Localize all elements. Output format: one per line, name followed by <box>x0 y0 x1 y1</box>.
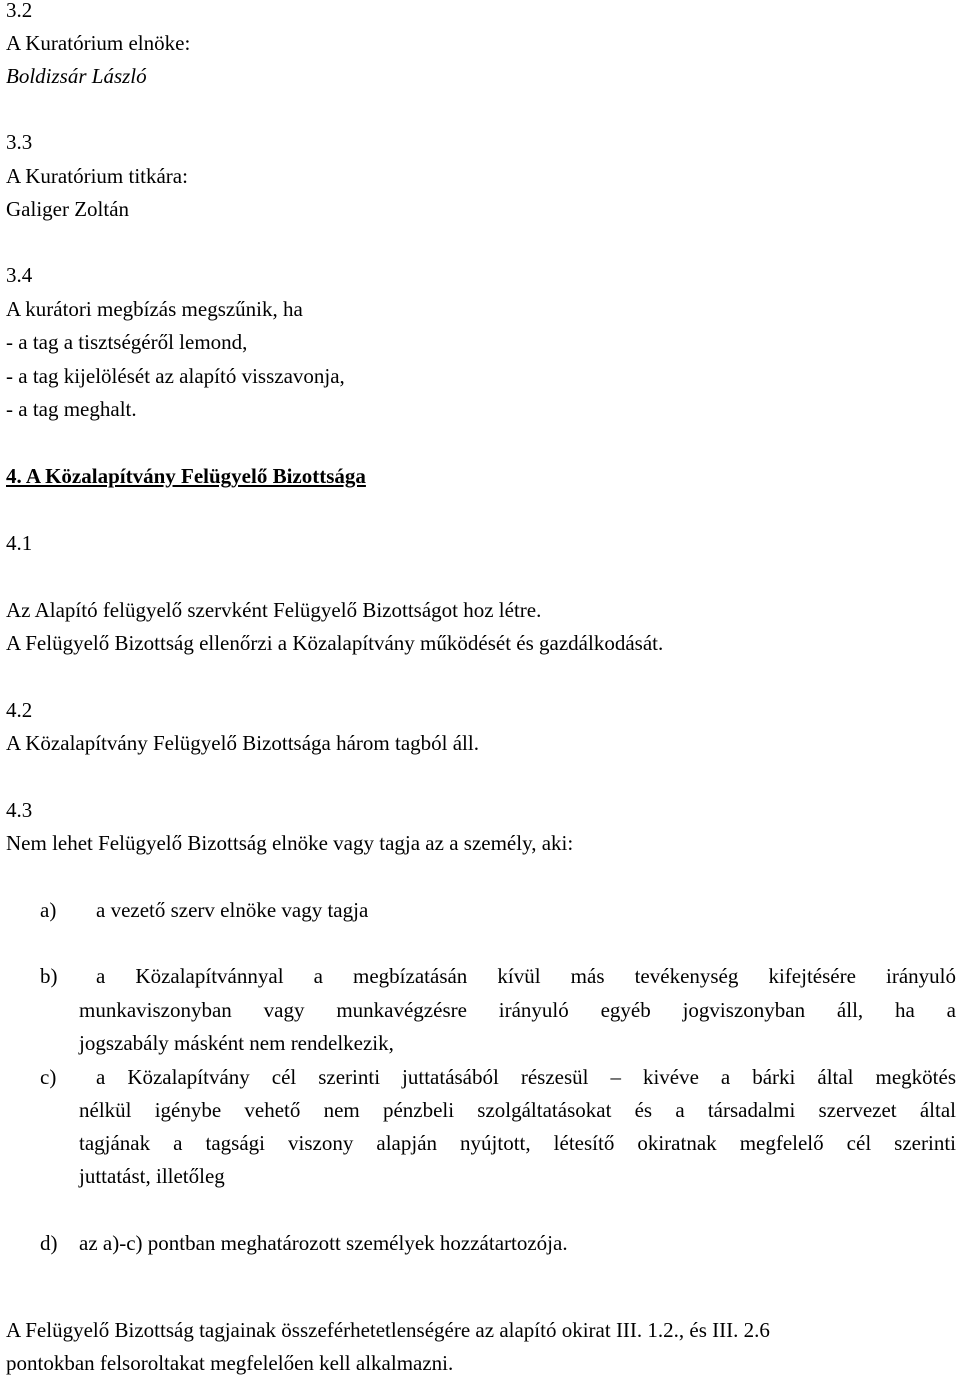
termination-intro: A kurátori megbízás megszűnik, ha <box>6 297 303 321</box>
section-number-4-3: 4.3 <box>6 798 33 822</box>
termination-item: - a tag a tisztségéről lemond, <box>6 330 248 354</box>
list-item-c-text: a Közalapítvány cél szerinti juttatásából részesül – kivéve a bárki által megkötés <box>96 1065 956 1089</box>
paragraph-line: A Közalapítvány Felügyelő Bizottsága három tagból áll. <box>6 731 479 755</box>
secretary-name: Galiger Zoltán <box>6 197 130 221</box>
list-item-b-text: a Közalapítvánnyal a megbízatásán kívül más tevékenység kifejtésére irányuló <box>96 964 956 988</box>
section-number-4-2: 4.2 <box>6 698 33 722</box>
list-item-c-text: tagjának a tagsági viszony alapján nyújtott, létesítő okiratnak megfelelő cél szerinti <box>79 1131 956 1155</box>
list-item-b-text: jogszabály másként nem rendelkezik, <box>79 1031 394 1055</box>
list-item-c-text: juttatást, illetőleg <box>79 1164 225 1188</box>
section-number-3-2: 3.2 <box>6 0 33 22</box>
exclusion-intro: Nem lehet Felügyelő Bizottság elnöke vagy tagja az a személy, aki: <box>6 831 574 855</box>
list-item-b-text: munkaviszonyban vagy munkavégzésre irányuló egyéb jogviszonyban áll, ha a <box>79 998 956 1022</box>
section-number-3-3: 3.3 <box>6 130 33 154</box>
list-item-d-text: az a)-c) pontban meghatározott személyek hozzátartozója. <box>79 1231 568 1255</box>
chair-name: Boldizsár László <box>6 64 147 88</box>
secretary-label: A Kuratórium titkára: <box>6 164 188 188</box>
closing-line: A Felügyelő Bizottság tagjainak összeférhetetlenségére az alapító okirat III. 1.2., és III. 2.6 <box>6 1318 770 1342</box>
list-item-c-text: nélkül igénybe vehető nem pénzbeli szolgáltatásokat és a társadalmi szervezet által <box>79 1098 956 1122</box>
list-item-a-text: a vezető szerv elnöke vagy tagja <box>96 898 369 922</box>
list-label-a: a) <box>40 898 57 922</box>
section-number-4-1: 4.1 <box>6 531 33 555</box>
termination-item: - a tag meghalt. <box>6 397 137 421</box>
paragraph-line: Az Alapító felügyelő szervként Felügyelő Bizottságot hoz létre. <box>6 598 542 622</box>
section-heading-4: 4. A Közalapítvány Felügyelő Bizottsága <box>6 464 366 488</box>
list-label-d: d) <box>40 1231 58 1255</box>
list-label-b: b) <box>40 964 58 988</box>
chair-label: A Kuratórium elnöke: <box>6 31 191 55</box>
list-label-c: c) <box>40 1065 57 1089</box>
paragraph-line: A Felügyelő Bizottság ellenőrzi a Közalapítvány működését és gazdálkodását. <box>6 631 664 655</box>
termination-item: - a tag kijelölését az alapító visszavonja, <box>6 364 345 388</box>
closing-line: pontokban felsoroltakat megfelelően kell alkalmazni. <box>6 1351 454 1375</box>
section-number-3-4: 3.4 <box>6 263 33 287</box>
